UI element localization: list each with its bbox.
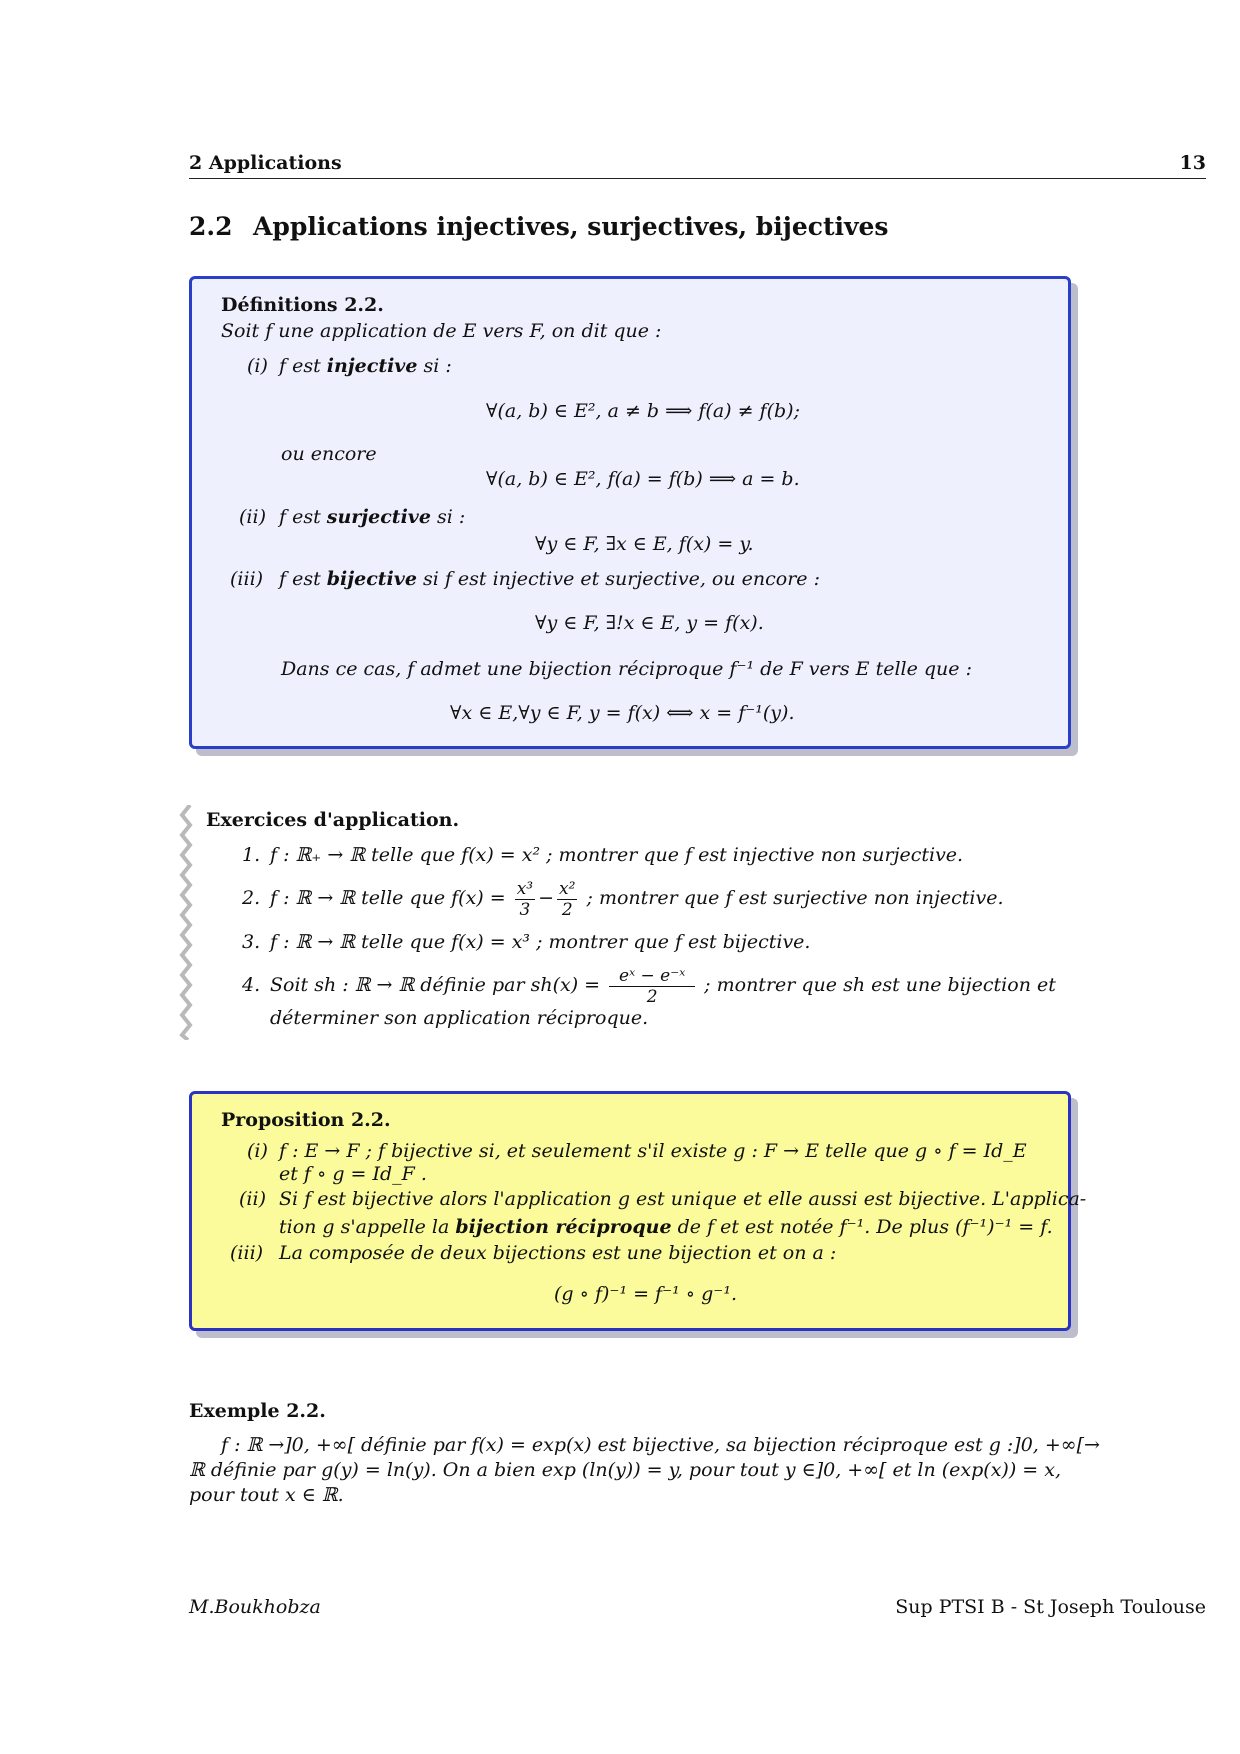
running-header [189,152,1206,179]
item-label: (iii) [230,1242,264,1264]
page-number: 13 [1179,152,1206,174]
footer-course: Sup PTSI B - St Joseph Toulouse [895,1596,1206,1618]
section-number: 2.2 [189,212,233,241]
item-label: (iii) [230,568,264,590]
proposition-box [189,1091,1087,1331]
numerator: eˣ − e⁻ˣ [609,966,695,987]
exercise-text: f : ℝ₊ → ℝ telle que f(x) = x² ; montrer que f est injective non surjective. [270,844,964,866]
definitions-intro: Soit f une application de E vers F, on dit que : [221,320,662,342]
exercise-number: 3. [242,931,261,953]
formula-injective-1: ∀(a, b) ∈ E², a ≠ b ⟹ f(a) ≠ f(b); [486,400,800,422]
ou-encore: ou encore [281,443,377,465]
item-text: f est [279,568,327,590]
keyword-surjective: surjective [326,506,431,528]
proposition-item-ii-line2 [279,1215,1053,1239]
exercise-4-continued: déterminer son application réciproque. [270,1007,649,1029]
exercise-text: f : ℝ → ℝ telle que f(x) = x³ ; montrer que f est bijective. [270,931,811,953]
keyword-injective: injective [326,355,418,377]
exercise-3 [242,930,810,954]
numerator: x² [559,878,576,899]
keyword-bijection-reciproque: bijection réciproque [455,1216,672,1238]
item-label: (i) [247,355,268,377]
exercise-number: 1. [242,844,261,866]
chapter-title: 2 Applications [189,152,342,174]
exercise-text: ; montrer que f est surjective non injective. [586,887,1004,909]
item-label: (i) [247,1140,268,1162]
keyword-bijective: bijective [326,568,417,590]
formula-composition-inverse: (g ∘ f)⁻¹ = f⁻¹ ∘ g⁻¹. [554,1283,737,1305]
denominator: 2 [561,899,573,920]
section-heading [189,212,889,241]
item-text: si : [430,506,466,528]
definitions-title: Définitions 2.2. [221,294,384,316]
exercise-number: 2. [242,887,261,909]
formula-surjective: ∀y ∈ F, ∃x ∈ E, f(x) = y. [535,533,754,555]
exercise-2 [242,876,1004,920]
example-title: Exemple 2.2. [189,1400,326,1422]
minus-sign: − [538,887,555,909]
item-text: La composée de deux bijections est une bijection et on a : [279,1242,837,1264]
denominator: 3 [519,899,531,920]
dans-ce-cas: Dans ce cas, f admet une bijection réciproque f⁻¹ de F vers E telle que : [281,658,972,680]
fraction-x2-over-2 [557,879,577,920]
exercise-text: ; montrer que sh est une bijection et [704,974,1056,996]
item-text: f est [279,355,327,377]
item-label: (ii) [239,1188,266,1210]
def-item-surjective [239,505,465,529]
item-text: tion g s'appelle la [279,1216,456,1238]
example-line-1: f : ℝ →]0, +∞[ définie par f(x) = exp(x) est bijective, sa bijection réciproque est g :]0, +∞[→ [221,1434,1100,1456]
proposition-title: Proposition 2.2. [221,1109,391,1131]
fraction-sh [609,966,695,1007]
formula-reciprocal: ∀x ∈ E,∀y ∈ F, y = f(x) ⟺ x = f⁻¹(y). [450,702,795,724]
footer-author: M.Boukhobza [189,1596,321,1618]
exercise-text: f : ℝ → ℝ telle que f(x) = [270,887,506,909]
exercise-zigzag-decoration [178,805,196,1040]
formula-bijective: ∀y ∈ F, ∃!x ∈ E, y = f(x). [535,612,764,634]
proposition-item-ii [239,1187,1086,1211]
item-label: (ii) [239,506,266,528]
exercise-number: 4. [242,974,261,996]
example-line-3: pour tout x ∈ ℝ. [189,1484,344,1506]
item-text: de f et est notée f⁻¹. De plus (f⁻¹)⁻¹ = f. [671,1216,1053,1238]
exercises-title: Exercices d'application. [206,809,460,831]
proposition-item-iii [230,1241,836,1265]
fraction-x3-over-3 [515,879,535,920]
item-text: f est [279,506,327,528]
proposition-item-i [247,1139,1027,1163]
example-line-2: ℝ définie par g(y) = ln(y). On a bien exp (ln(y)) = y, pour tout y ∈]0, +∞[ et ln (exp(x)) = x, [189,1459,1061,1481]
item-text: si f est injective et surjective, ou encore : [416,568,820,590]
proposition-item-i-line2: et f ∘ g = Id_F . [279,1163,427,1185]
section-title: Applications injectives, surjectives, bijectives [253,212,889,241]
exercise-text: Soit sh : ℝ → ℝ définie par sh(x) = [270,974,601,996]
numerator: x³ [516,878,534,899]
formula-injective-2: ∀(a, b) ∈ E², f(a) = f(b) ⟹ a = b. [486,468,800,490]
denominator: 2 [646,986,658,1007]
exercise-4 [242,963,1056,1007]
exercise-1 [242,843,963,867]
item-text: si : [417,355,452,377]
definitions-box [189,276,1071,749]
item-text: Si f est bijective alors l'application g est unique et elle aussi est bijective. L'applica- [279,1188,1087,1210]
def-item-injective [247,354,452,378]
item-text: f : E → F ; f bijective si, et seulement s'il existe g : F → E telle que g ∘ f = Id_E [279,1140,1027,1162]
def-item-bijective [230,567,820,591]
